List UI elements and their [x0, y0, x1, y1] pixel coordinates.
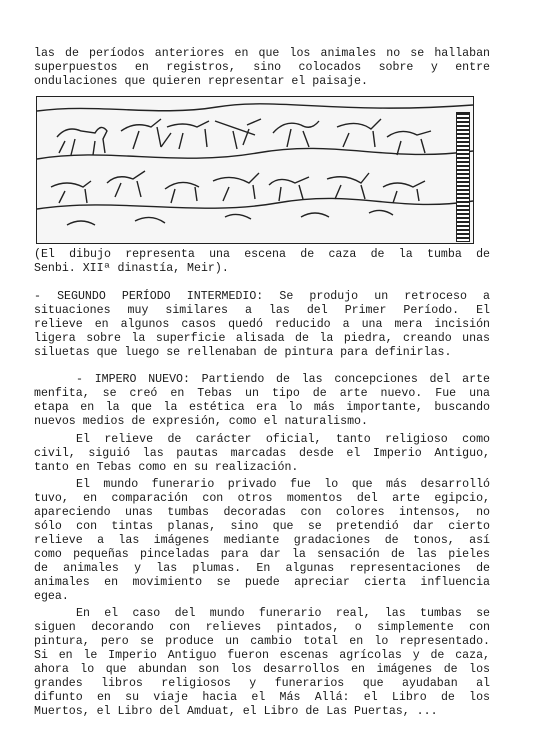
text-line: siluetas que luego se rellenaban de pintura para definirlas.: [34, 346, 452, 359]
text-line: apareciendo unas tumbas decoradas con colores intensos, no: [34, 506, 490, 519]
text-line: tuvo, en comparación con otros momentos del arte egipcio,: [34, 492, 490, 505]
text-line: difunto en su viaje hacia el Más Allá: el Libro de los: [34, 691, 490, 704]
text-line: pintura, pero se produce un cambio total en lo representado.: [34, 635, 490, 648]
hunting-scene-illustration: [36, 96, 474, 244]
text-line: - IMPERO NUEVO: Partiendo de las concepciones del arte: [76, 373, 490, 386]
text-line: animales en movimiento se puede apreciar cierta influencia: [34, 576, 490, 589]
text-line: relieve a las imágenes mediante gradaciones de tonos, así: [34, 534, 490, 547]
text-line: sólo con tintas planas, sino que se pretendió dar cierto: [34, 520, 490, 533]
text-line: El mundo funerario privado fue lo que más desarrolló: [76, 478, 490, 491]
text-line: de animales y las plumas. En algunas representaciones de: [34, 562, 490, 575]
text-line: nuevos medios de expresión, como el naturalismo.: [34, 415, 368, 428]
text-line: siguen decorando con relieves pintados, o simplemente con: [34, 621, 490, 634]
text-line: egea.: [34, 590, 69, 603]
text-line: relieve en algunos casos quedó reducido a una mera incisión: [34, 318, 490, 331]
text-line: civil, siguió las pautas marcadas desde el Imperio Antiguo,: [34, 447, 490, 460]
text-line: situaciones muy similares a las del Primer Período. El: [34, 304, 490, 317]
text-line: Muertos, el Libro del Amduat, el Libro de Las Puertas, ...: [34, 705, 438, 718]
text-line: ahora lo que abundan son los desarrollos en imágenes de los: [34, 663, 490, 676]
text-line: como pequeñas pinceladas para dar la sensación de las pieles: [34, 548, 490, 561]
text-line: - SEGUNDO PERÍODO INTERMEDIO: Se produjo un retroceso a: [34, 290, 490, 303]
text-line: superpuestos en registros, sino colocados sobre y entre: [34, 61, 490, 74]
text-line: etapa en la que la estética era lo más importante, buscando: [34, 401, 490, 414]
text-line: Si en le Imperio Antiguo fueron escenas agrícolas y de caza,: [34, 649, 490, 662]
text-line: tanto en Tebas como en su realización.: [34, 461, 299, 474]
text-line: ondulaciones que quieren representar el paisaje.: [34, 75, 368, 88]
text-line: ligera sobre la superficie alisada de la piedra, creando unas: [34, 332, 490, 345]
text-line: menfita, se creó en Tebas un tipo de arte nuevo. Fue una: [34, 387, 490, 400]
figure-hatched-border: [456, 112, 470, 242]
text-line: El relieve de carácter oficial, tanto religioso como: [76, 433, 490, 446]
text-line: las de períodos anteriores en que los animales no se hallaban: [34, 47, 490, 60]
figure-caption: Senbi. XIIª dinastía, Meir).: [34, 262, 229, 275]
figure-caption: (El dibujo representa una escena de caza de la tumba de: [34, 248, 490, 261]
text-line: grandes libros religiosos y funerarios que ayudaban al: [34, 677, 490, 690]
text-line: En el caso del mundo funerario real, las tumbas se: [76, 607, 490, 620]
